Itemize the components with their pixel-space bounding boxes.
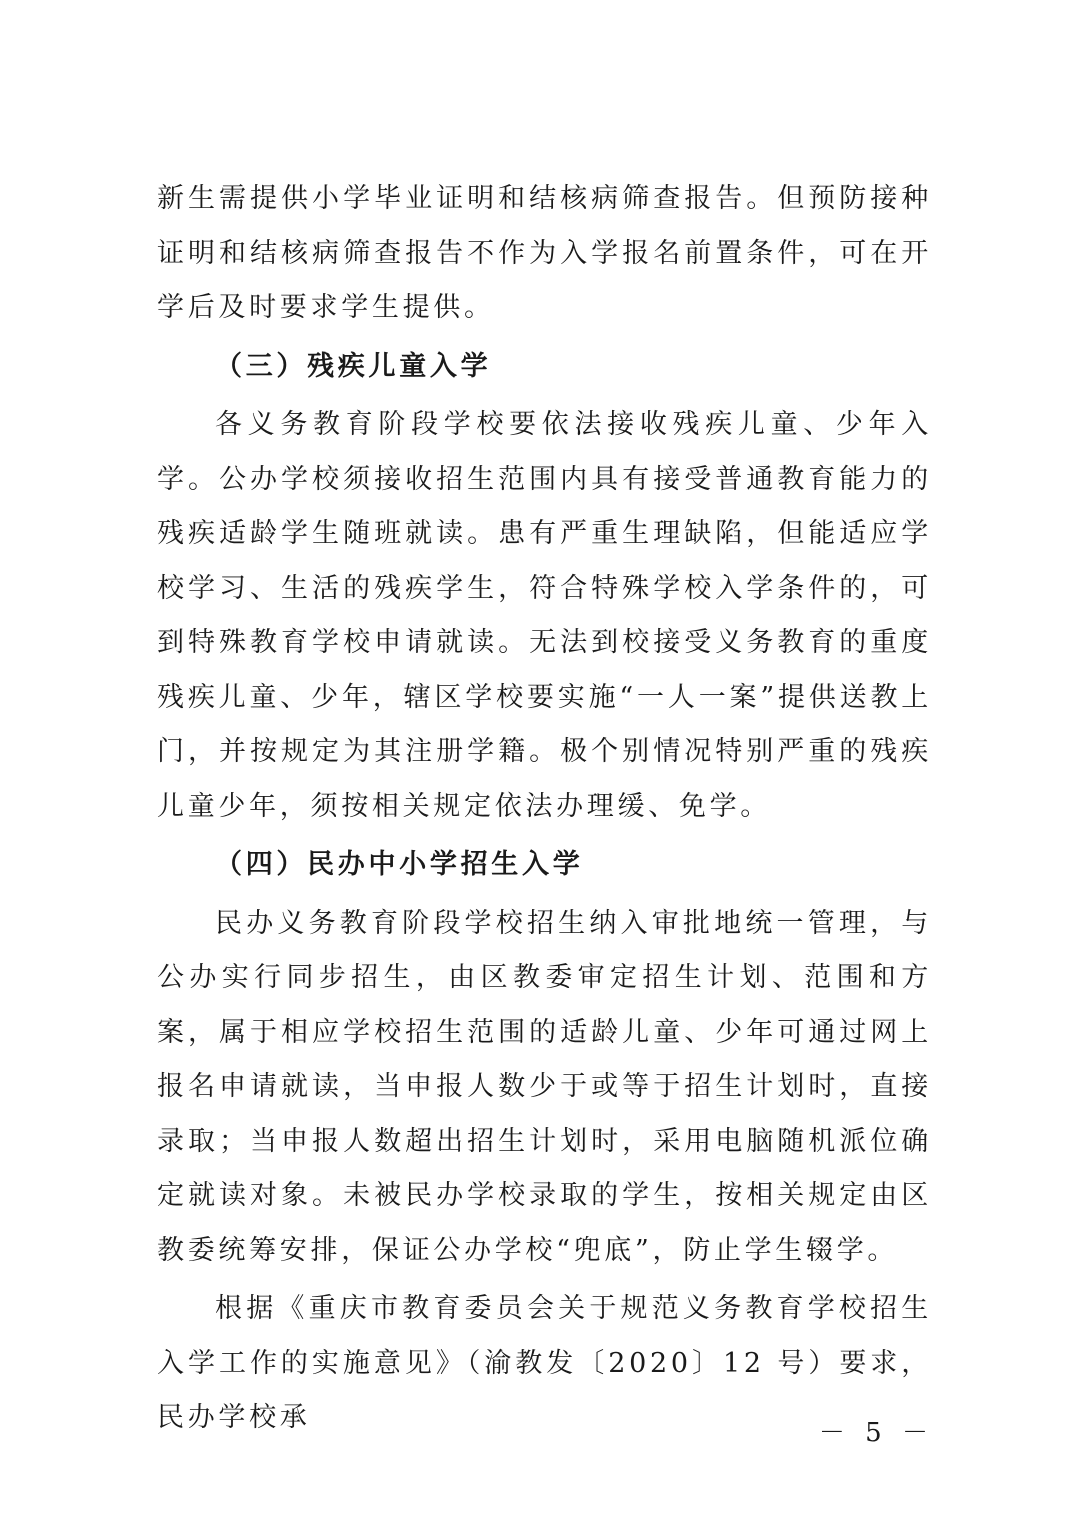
paragraph-disabled-children: 各义务教育阶段学校要依法接收残疾儿童、少年入学。公办学校须接收招生范围内具有接受普通教育能力的残疾适龄学生随班就读。患有严重生理缺陷，但能适应学校学习、生活的残疾学生，符合特殊学校入学条件的，可到特殊教育学校申请就读。无法到校接受义务教育的重度残疾儿童、少年，辖区学校要实施“一人一案”提供送教上门，并按规定为其注册学籍。极个别情况特别严重的残疾儿童少年，须按相关规定依法办理缓、免学。 bbox=[157, 409, 932, 822]
paragraph-policy-reference: 根据《重庆市教育委员会关于规范义务教育学校招生入学工作的实施意见》（渝教发〔2020〕12 号）要求，民办学校承 bbox=[157, 1293, 932, 1433]
paragraph-private-schools: 民办义务教育阶段学校招生纳入审批地统一管理，与公办实行同步招生，由区教委审定招生计划、范围和方案，属于相应学校招生范围的适龄儿童、少年可通过网上报名申请就读，当申报人数少于或等于招生计划时，直接录取；当申报人数超出招生计划时，采用电脑随机派位确定就读对象。未被民办学校录取的学生，按相关规定由区教委统筹安排，保证公办学校“兜底”，防止学生辍学。 bbox=[157, 907, 932, 1266]
section-heading-4: （四）民办中小学招生入学 bbox=[215, 849, 584, 880]
section-heading-3: （三）残疾儿童入学 bbox=[215, 350, 492, 382]
page-number: － 5 － bbox=[818, 1418, 934, 1448]
document-body bbox=[157, 172, 932, 1446]
paragraph-continuation: 新生需提供小学毕业证明和结核病筛查报告。但预防接种证明和结核病筛查报告不作为入学报名前置条件，可在开学后及时要求学生提供。 bbox=[157, 183, 932, 323]
